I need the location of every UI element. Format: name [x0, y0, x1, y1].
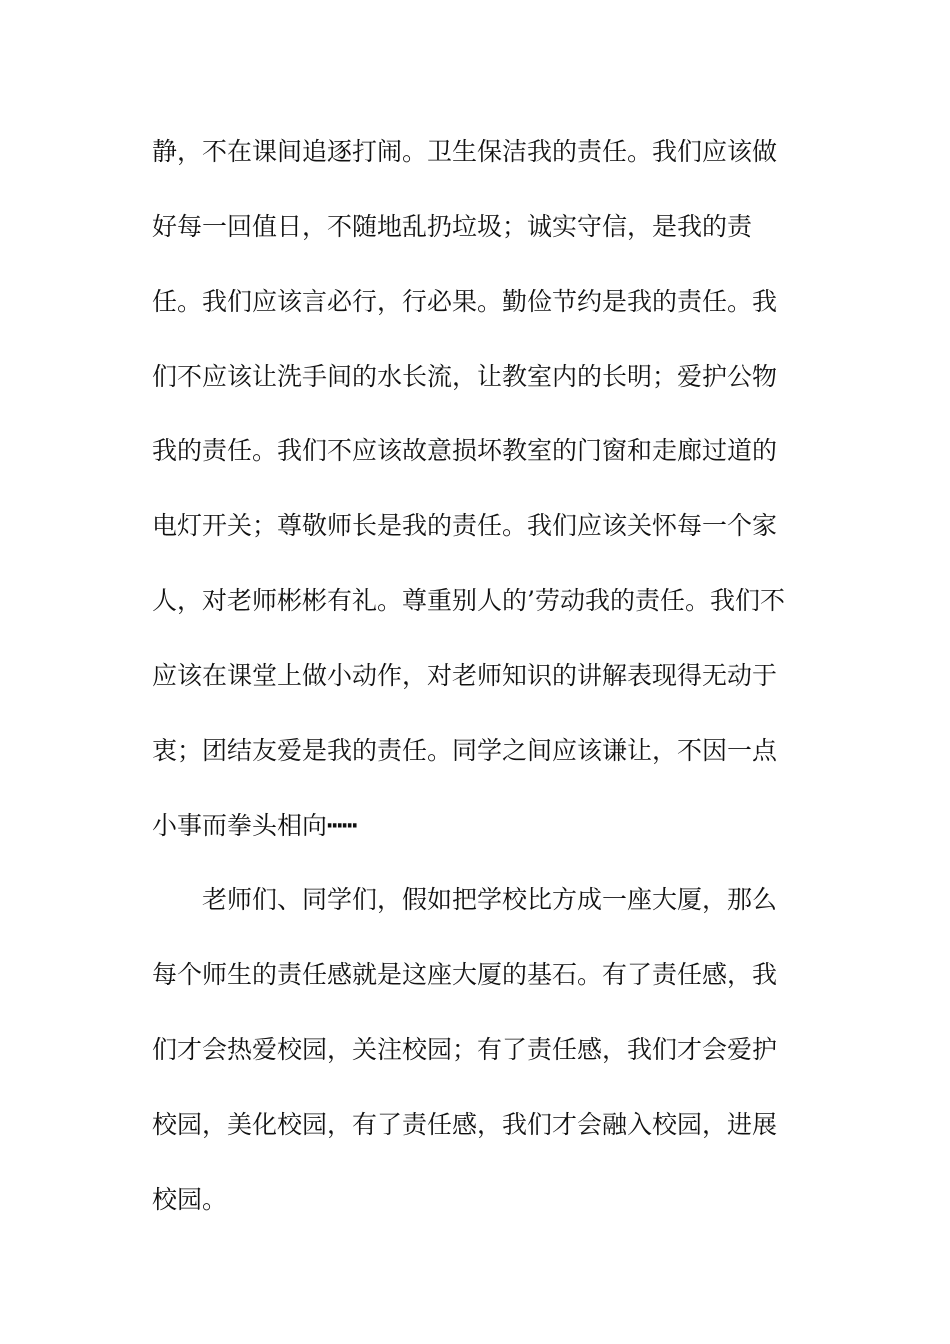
text-line: 们才会热爱校园，关注校园；有了责任感，我们才会爱护 [152, 1035, 778, 1064]
text-line: 应该在课堂上做小动作，对老师知识的讲解表现得无动于 [152, 661, 778, 690]
text-line: 每个师生的责任感就是这座大厦的基石。有了责任感，我 [152, 960, 778, 989]
text-line: 小事而拳头相向┅┅ [152, 811, 358, 840]
text-line: 电灯开关；尊敬师长是我的责任。我们应该关怀每一个家 [152, 511, 778, 540]
text-line: 静，不在课间追逐打闹。卫生保洁我的责任。我们应该做 [152, 137, 778, 166]
text-line: 衷；团结友爱是我的责任。同学之间应该谦让，不因一点 [152, 736, 778, 765]
text-line: 校园，美化校园，有了责任感，我们才会融入校园，进展 [152, 1110, 778, 1139]
text-line: 好每一回值日，不随地乱扔垃圾；诚实守信，是我的责 [152, 212, 753, 241]
text-line: 任。我们应该言必行，行必果。勤俭节约是我的责任。我 [152, 287, 778, 316]
text-line: 人，对老师彬彬有礼。尊重别人的’劳动我的责任。我们不 [152, 586, 785, 615]
text-line: 们不应该让洗手间的水长流，让教室内的长明；爱护公物 [152, 362, 778, 391]
text-line: 校园。 [152, 1185, 228, 1214]
text-line: 我的责任。我们不应该故意损坏教室的门窗和走廊过道的 [152, 436, 778, 465]
paragraph-first-line: 老师们、同学们，假如把学校比方成一座大厦，那么 [202, 885, 778, 914]
